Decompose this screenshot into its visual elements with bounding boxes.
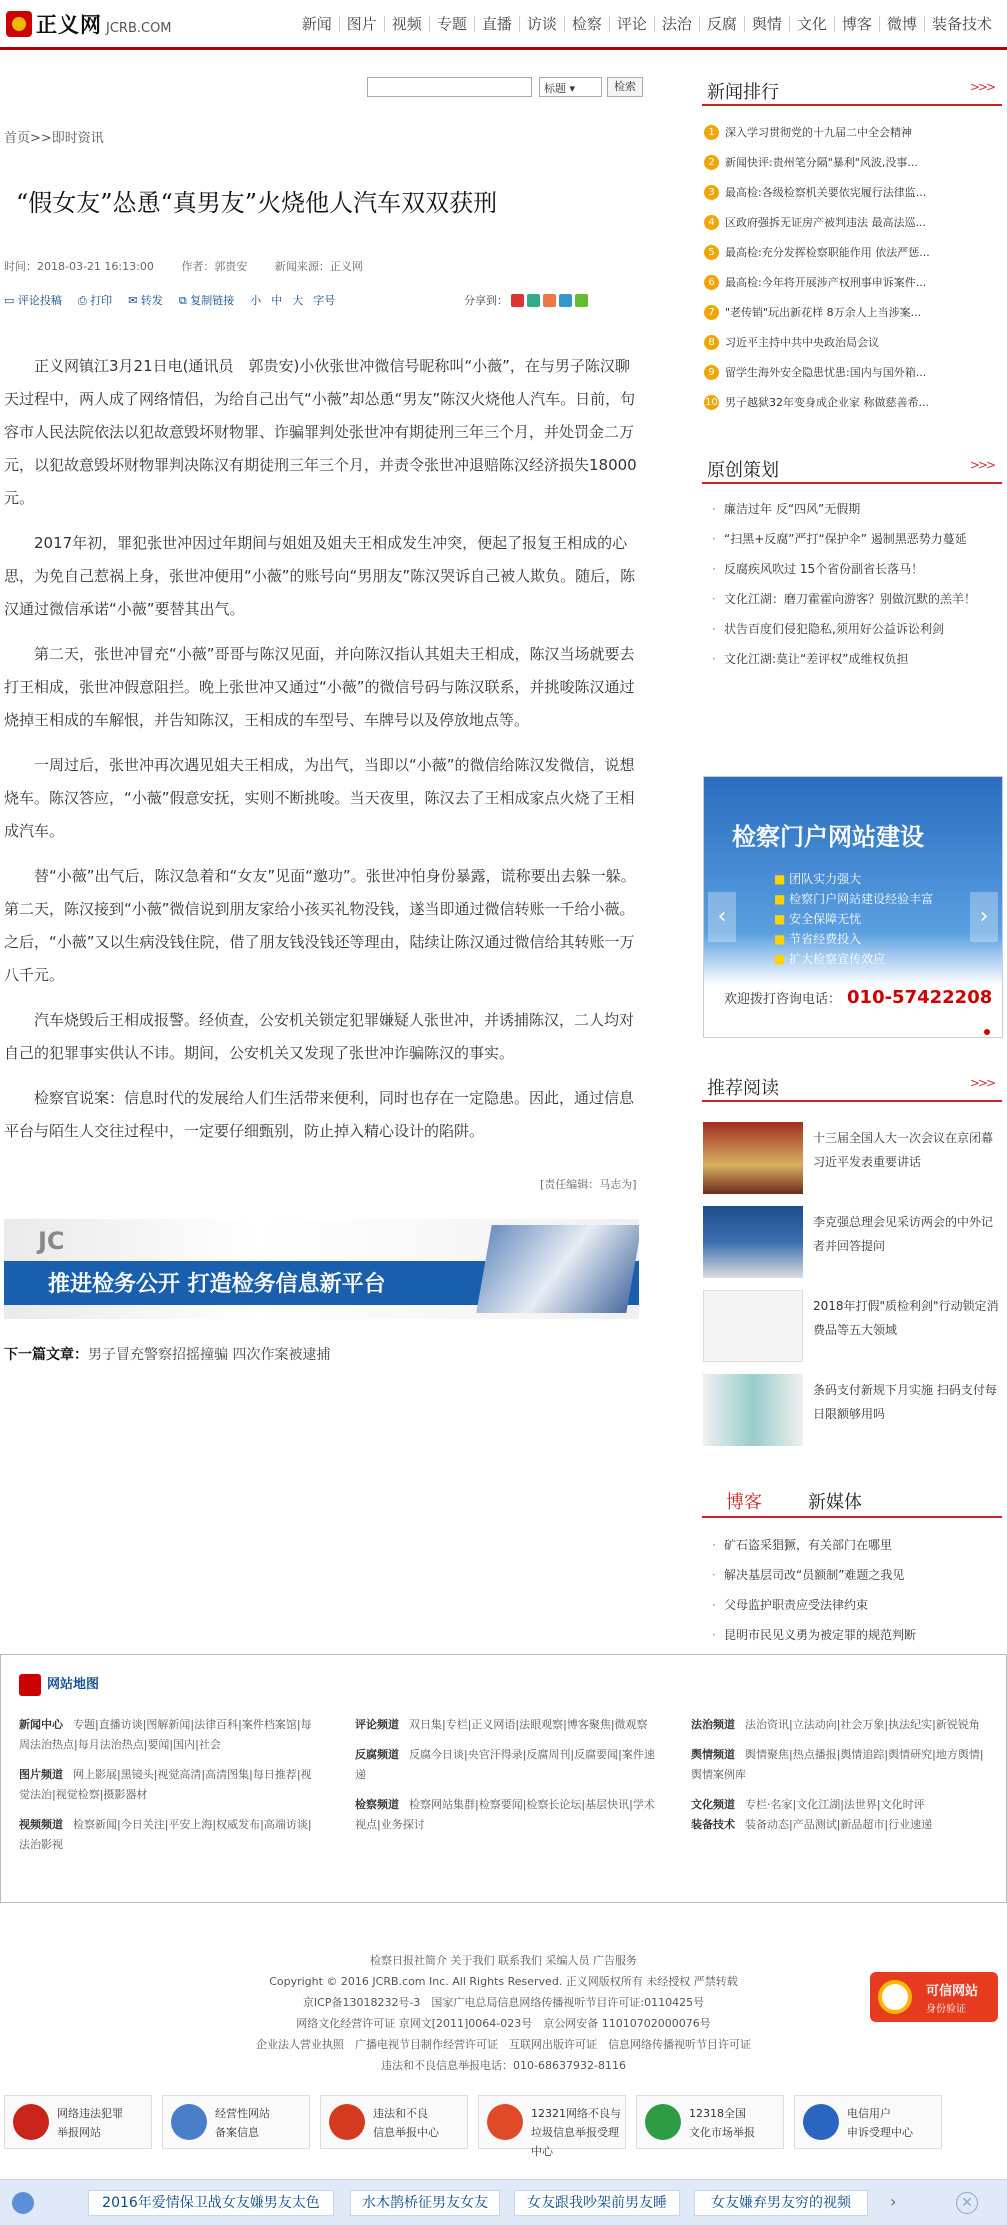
article-paragraph: 汽车烧毁后王相成报警。经侦查，公安机关锁定犯罪嫌疑人张世冲，并诱捕陈汉，二人均对自己的犯罪事实供认不讳。期间，公安机关又发现了张世冲诈骗陈汉的事实。 xyxy=(4,1011,635,1062)
breadcrumb[interactable]: 首页>>即时资讯 xyxy=(4,131,104,146)
article-title: “假女友”怂恿“真男友”火烧他人汽车双双获刑 xyxy=(16,189,498,217)
ad-bullet: ■ 检察门户网站建设经验丰富 xyxy=(774,889,933,909)
rec-title: 推荐阅读 xyxy=(707,1078,779,1099)
article-author: 作者：郭贵安 xyxy=(181,260,248,273)
main-nav xyxy=(295,16,999,32)
promo-banner[interactable] xyxy=(4,1219,639,1319)
nav-item[interactable]: 视频 xyxy=(385,16,430,32)
site-logo[interactable] xyxy=(6,9,172,39)
font-small-link[interactable]: 小 xyxy=(250,294,262,307)
rec-text: 条码支付新规下月实施 扫码支付每日限额够用吗 xyxy=(813,1383,997,1421)
rec-item[interactable] xyxy=(703,1206,1003,1278)
police-officer-icon xyxy=(171,2104,207,2140)
print-link[interactable]: ⎙ 打印 xyxy=(77,294,113,307)
nav-item[interactable]: 微博 xyxy=(880,16,925,32)
share-weibo-icon[interactable] xyxy=(511,294,524,307)
nav-item[interactable]: 文化 xyxy=(790,16,835,32)
share-label: 分享到： xyxy=(464,294,508,307)
logo-name: 正义网 xyxy=(36,13,102,37)
site-map-group[interactable]: 图片频道 网上影展|黑镜头|视觉高清|高清图集|每日推荐|视觉法治|视觉检察|摄影器材 xyxy=(19,1768,312,1801)
nav-item[interactable]: 新闻 xyxy=(295,16,340,32)
blog-tabs xyxy=(702,1482,1002,1518)
list-item[interactable]: · 反腐疾风吹过 15个省份副省长落马！ xyxy=(712,558,1002,580)
close-icon[interactable]: ✕ xyxy=(956,2192,978,2214)
rank-item[interactable]: 8 习近平主持中共中央政治局会议 xyxy=(704,327,1000,357)
telecom-icon xyxy=(803,2104,839,2140)
tab-new-media[interactable]: 新媒体 xyxy=(808,1492,862,1513)
share-more-icon[interactable] xyxy=(575,294,588,307)
rank-header xyxy=(702,72,1002,106)
list-item[interactable]: · 文化江湖：磨刀霍霍向游客？别做沉默的羔羊！ xyxy=(712,588,1002,610)
ad-phone: 欢迎拨打咨询电话： 010-57422208 xyxy=(724,987,993,1008)
site-map xyxy=(0,1654,1007,1903)
article-paragraph: 替“小薇”出气后，陈汉急着和“女友”见面“邀功”。张世冲怕身份暴露，谎称要出去躲一躲。第二天，陈汉接到“小薇”微信说到朋友家给小孩买礼物没钱，遂当即通过微信转账一千给小薇。之后，“小薇”又以生病没钱住院，借了朋友钱没钱还等理由，陆续让陈汉通过微信给其转账一万八千元。 xyxy=(4,867,636,984)
nav-item[interactable]: 图片 xyxy=(340,16,385,32)
rank-num-badge: 9 xyxy=(704,365,719,380)
share-qzone-icon[interactable] xyxy=(559,294,572,307)
rank-num-badge: 5 xyxy=(704,245,719,260)
list-item[interactable]: · “扫黑+反腐”严打“保护伞” 遏制黑恶势力蔓延 xyxy=(712,528,1002,550)
keyword-link[interactable]: 女友跟我吵架前男友睡 xyxy=(514,2190,680,2216)
report-badges xyxy=(4,2095,1004,2158)
share-renren-icon[interactable] xyxy=(543,294,556,307)
keyword-link[interactable]: 2016年爱情保卫战女友嫌男友太色 xyxy=(88,2190,334,2216)
responsible-editor: [责任编辑：马志为] xyxy=(540,1178,637,1191)
banner-devices-image xyxy=(476,1225,639,1313)
article-paragraph: 一周过后，张世冲再次遇见姐夫王相成，为出气，当即以“小薇”的微信给陈汉发微信，说想烧车。陈汉答应，“小薇”假意安抚，实则不断挑唆。当天夜里，陈汉去了王相成家点火烧了王相成汽车。 xyxy=(4,756,635,840)
tab-blog[interactable]: 博客 xyxy=(726,1492,762,1513)
copyright-block xyxy=(0,1950,1007,2076)
site-map-group[interactable]: 文化频道 专栏·名家|文化江湖|法世界|文化时评 xyxy=(691,1798,925,1811)
nav-item[interactable]: 博客 xyxy=(835,16,880,32)
list-item[interactable]: · 文化江湖:莫让“差评权”成维权负担 xyxy=(712,648,1002,670)
rec-text: 十三届全国人大一次会议在京闭幕 习近平发表重要讲话 xyxy=(813,1131,994,1169)
site-map-col xyxy=(355,1715,655,1835)
nav-item[interactable]: 专题 xyxy=(430,16,475,32)
site-map-group[interactable]: 反腐频道 反腐今日谈|央官汗得录|反腐周刊|反腐要闻|案件速递 xyxy=(355,1748,655,1781)
logo-icon xyxy=(6,11,32,37)
article-paragraph: 第二天，张世冲冒充“小薇”哥哥与陈汉见面，并向陈汉指认其姐夫王相成，陈汉当场就要去打王相成，张世冲假意阻拦。晚上张世冲又通过“小薇”的微信号码与陈汉联系，并挑唆陈汉通过烧掉王相成的车解恨，并告知陈汉，王相成的车型号、车牌号以及停放地点等。 xyxy=(4,645,635,729)
site-map-logo-icon xyxy=(19,1674,41,1696)
nav-item[interactable]: 舆情 xyxy=(745,16,790,32)
list-item[interactable]: · 廉洁过年 反“四风”无假期 xyxy=(712,498,1002,520)
font-large-link[interactable]: 大 xyxy=(292,294,304,307)
site-map-title: 网站地图 xyxy=(19,1673,99,1696)
rec-item[interactable] xyxy=(703,1290,1003,1362)
keyword-link[interactable]: 女友嫌弃男友穷的视频 xyxy=(694,2190,868,2216)
keyword-bar-logo-icon xyxy=(12,2192,34,2214)
ad-bullet: ■ 节省经费投入 xyxy=(774,929,933,949)
site-map-group[interactable]: 法治频道 法治资讯|立法动向|社会万象|执法纪实|新锐锐角 xyxy=(691,1718,980,1731)
list-item[interactable]: · 状告百度们侵犯隐私,须用好公益诉讼利剑 xyxy=(712,618,1002,640)
rank-title: 新闻排行 xyxy=(707,82,779,103)
rank-more-link[interactable]: >>> xyxy=(969,80,994,94)
rec-thumbnail xyxy=(703,1206,803,1278)
report-badge[interactable]: 12318全国 文化市场举报 xyxy=(636,2095,784,2149)
list-item[interactable]: · 解决基层司改“员额制”难题之我见 xyxy=(712,1564,1002,1586)
ad-dot-indicator[interactable] xyxy=(984,1029,990,1035)
rec-item[interactable] xyxy=(703,1374,1003,1446)
trusted-site-badge[interactable] xyxy=(870,1972,998,2022)
font-medium-link[interactable]: 中 xyxy=(271,294,283,307)
rank-list xyxy=(704,117,1000,417)
list-item[interactable]: · 矿石盗采猖獗，有关部门在哪里 xyxy=(712,1534,1002,1556)
license-line[interactable]: 京ICP备13018232号-3 国家广电总局信息网络传播视听节目许可证:0110425号 xyxy=(302,1996,705,2009)
share-wechat-icon[interactable] xyxy=(527,294,540,307)
ad-phone-number: 010-57422208 xyxy=(847,987,993,1008)
article-body xyxy=(4,350,644,1160)
ad-title: 检察门户网站建设 xyxy=(732,823,924,851)
next-article-title[interactable]: 男子冒充警察招摇撞骗 四次作案被逮捕 xyxy=(88,1347,331,1363)
shield-icon xyxy=(329,2104,365,2140)
rec-thumbnail xyxy=(703,1122,803,1194)
rank-item[interactable]: 7 "老传销"玩出新花样 8万余人上当涉案... xyxy=(704,297,1000,327)
share-bar xyxy=(464,292,588,308)
rank-num-badge: 4 xyxy=(704,215,719,230)
rank-item[interactable]: 3 最高检:各级检察机关要依宪履行法律监... xyxy=(704,177,1000,207)
blog-list xyxy=(712,1534,1002,1654)
rank-num-badge: 3 xyxy=(704,185,719,200)
forward-link[interactable]: ✉ 转发 xyxy=(128,294,163,307)
original-header xyxy=(702,450,1002,484)
comment-link[interactable]: ▭ 评论投稿 xyxy=(4,294,62,307)
culture-market-icon xyxy=(645,2104,681,2140)
rec-thumbnail xyxy=(703,1290,803,1362)
original-list xyxy=(712,498,1002,678)
original-more-link[interactable]: >>> xyxy=(969,458,994,472)
logo-domain: JCRB.COM xyxy=(106,20,172,36)
article-tools xyxy=(4,292,644,308)
report-badge[interactable]: 12321网络不良与 垃圾信息举报受理中心 xyxy=(478,2095,626,2149)
license-line[interactable]: 网络文化经营许可证 京网文[2011]0064-023号 京公网安备 11010702000076号 xyxy=(296,2017,711,2030)
rec-more-link[interactable]: >>> xyxy=(969,1076,994,1090)
rank-item[interactable]: 6 最高检:今年将开展涉产权刑事申诉案件... xyxy=(704,267,1000,297)
chevron-right-icon[interactable]: › xyxy=(890,2192,897,2211)
next-article[interactable] xyxy=(4,1344,330,1364)
search-input[interactable] xyxy=(367,77,532,97)
rec-thumbnail xyxy=(703,1374,803,1446)
12321-logo-icon xyxy=(487,2104,523,2140)
report-badge[interactable]: 违法和不良 信息举报中心 xyxy=(320,2095,468,2149)
nav-item[interactable]: 法治 xyxy=(655,16,700,32)
article-paragraph: 检察官说案：信息时代的发展给人们生活带来便利，同时也存在一定隐患。因此，通过信息平台与陌生人交往过程中，一定要仔细甄别，防止掉入精心设计的陷阱。 xyxy=(4,1089,635,1140)
rank-num-badge: 1 xyxy=(704,125,719,140)
nav-item[interactable]: 检察 xyxy=(565,16,610,32)
site-map-group[interactable]: 检察频道 检察网站集群|检察要闻|检察长论坛|基层快讯|学术视点|业务探讨 xyxy=(355,1798,655,1831)
rank-num-badge: 7 xyxy=(704,305,719,320)
rank-item[interactable]: 5 最高检:充分发挥检察职能作用 依法严惩... xyxy=(704,237,1000,267)
keyword-link[interactable]: 水木鹊桥征男友女友 xyxy=(350,2190,500,2216)
rec-text: 2018年打假"质检利剑"行动锁定消费品等五大领域 xyxy=(813,1299,999,1337)
article-meta xyxy=(4,258,644,274)
trust-title: 可信网站 xyxy=(926,1984,979,1999)
ad-bullet: ■ 扩大检察宣传效应 xyxy=(774,949,933,969)
rank-num-badge: 8 xyxy=(704,335,719,350)
search-type-select[interactable]: 标题 ▾ xyxy=(539,77,602,97)
keyword-bar xyxy=(0,2179,1007,2225)
trust-subtitle: 身份验证 xyxy=(926,2004,966,2015)
license-line[interactable]: 企业法人营业执照 广播电视节目制作经营许可证 互联网出版许可证 信息网络传播视听节目许可证 xyxy=(256,2038,751,2051)
trust-icon xyxy=(878,1980,912,2014)
rank-num-badge: 6 xyxy=(704,275,719,290)
original-title: 原创策划 xyxy=(707,460,779,481)
nav-item[interactable]: 访谈 xyxy=(520,16,565,32)
banner-text: 推进检务公开 打造检务信息新平台 xyxy=(48,1272,386,1297)
banner-logo: JC xyxy=(38,1227,65,1255)
rank-item[interactable]: 9 留学生海外安全隐患忧患:国内与国外箱... xyxy=(704,357,1000,387)
copyright-line: Copyright © 2016 JCRB.com Inc. All Rights Reserved. 正义网版权所有 未经授权 严禁转载 xyxy=(269,1975,738,1988)
rank-num-badge: 10 xyxy=(705,396,718,408)
site-map-col xyxy=(691,1715,991,1835)
rec-text: 李克强总理会见采访两会的中外记者并回答提问 xyxy=(813,1215,994,1253)
copy-link[interactable]: ⧉ 复制链接 xyxy=(178,294,235,307)
article-source: 新闻来源：正义网 xyxy=(274,260,363,273)
ad-next-arrow-icon[interactable]: › xyxy=(970,892,998,942)
nav-item[interactable]: 直播 xyxy=(475,16,520,32)
portal-ad[interactable] xyxy=(703,776,1003,1038)
list-item[interactable]: · 昆明市民见义勇为被定罪的规范判断 xyxy=(712,1624,1002,1646)
ad-bullet: ■ 团队实力强大 xyxy=(774,869,933,889)
rank-item[interactable]: 2 新闻快评:贵州笔分隔"暴利"风波,没事... xyxy=(704,147,1000,177)
report-badge[interactable]: 经营性网站 备案信息 xyxy=(162,2095,310,2149)
site-map-group[interactable]: 评论频道 双日集|专栏|正义网语|法眼观察|博客聚焦|微观察 xyxy=(355,1718,648,1731)
rank-item[interactable]: 10 男子越狱32年变身成企业家 称做慈善希... xyxy=(705,396,929,409)
report-badge[interactable]: 电信用户 申诉受理中心 xyxy=(794,2095,942,2149)
report-phone: 违法和不良信息举报电话：010-68637932-8116 xyxy=(381,2059,626,2072)
next-article-label: 下一篇文章： xyxy=(4,1347,88,1363)
site-map-group[interactable]: 新闻中心 专题|直播访谈|图解新闻|法律百科|案件档案馆|每周法治热点|每月法治热点|要闻|国内|社会 xyxy=(19,1718,312,1751)
article-paragraph: 2017年初，罪犯张世冲因过年期间与姐姐及姐夫王相成发生冲突，便起了报复王相成的心思，为免自己惹祸上身，张世冲便用“小薇”的账号向“男朋友”陈汉哭诉自己被人欺负。随后，陈汉通过微信承诺“小薇”要替其出气。 xyxy=(4,534,636,618)
rec-header xyxy=(702,1068,1002,1102)
list-item[interactable]: · 父母监护职责应受法律约束 xyxy=(712,1594,1002,1616)
nav-item[interactable]: 装备技术 xyxy=(931,15,992,33)
nav-item[interactable]: 反腐 xyxy=(700,16,745,32)
ad-bullets xyxy=(774,869,933,969)
rank-item[interactable]: 1 深入学习贯彻党的十九届二中全会精神 xyxy=(704,117,1000,147)
site-map-group[interactable]: 装备技术 装备动态|产品测试|新品超市|行业速递 xyxy=(691,1818,933,1831)
search-button[interactable]: 检索 xyxy=(607,77,643,97)
police-emblem-icon xyxy=(13,2104,49,2140)
site-map-col xyxy=(19,1715,319,1855)
article-time: 时间：2018-03-21 16:13:00 xyxy=(4,260,154,273)
footer-links[interactable]: 检察日报社简介 关于我们 联系我们 采编人员 广告服务 xyxy=(370,1954,637,1967)
article-paragraph: 正义网镇江3月21日电(通讯员 郭贵安)小伙张世冲微信号昵称叫“小薇”，在与男子陈汉聊天过程中，两人成了网络情侣，为给自己出气“小薇”却怂恿“男友”陈汉火烧他人汽车。日前，句容市人民法院依法以犯故意毁坏财物罪、诈骗罪判处张世冲有期徒刑三年三个月，并处罚金二万元，以犯故意毁坏财物罪判决陈汉有期徒刑三年三个月，并责令张世冲退赔陈汉经济损失18000元。 xyxy=(4,357,637,507)
site-map-group[interactable]: 舆情频道 舆情聚焦|热点播报|舆情追踪|舆情研究|地方舆情|舆情案例库 xyxy=(691,1748,984,1781)
site-map-group[interactable]: 视频频道 检察新闻|今日关注|平安上海|权威发布|高端访谈|法治影视 xyxy=(19,1818,312,1851)
rank-num-badge: 2 xyxy=(704,155,719,170)
font-size-label: 字号 xyxy=(313,294,336,307)
rec-item[interactable] xyxy=(703,1122,1003,1194)
nav-item[interactable]: 评论 xyxy=(610,16,655,32)
top-bar xyxy=(0,0,1007,50)
ad-prev-arrow-icon[interactable]: ‹ xyxy=(708,892,736,942)
ad-bullet: ■ 安全保障无忧 xyxy=(774,909,933,929)
report-badge[interactable]: 网络违法犯罪 举报网站 xyxy=(4,2095,152,2149)
rank-item[interactable]: 4 区政府强拆无证房产被判违法 最高法巡... xyxy=(704,207,1000,237)
